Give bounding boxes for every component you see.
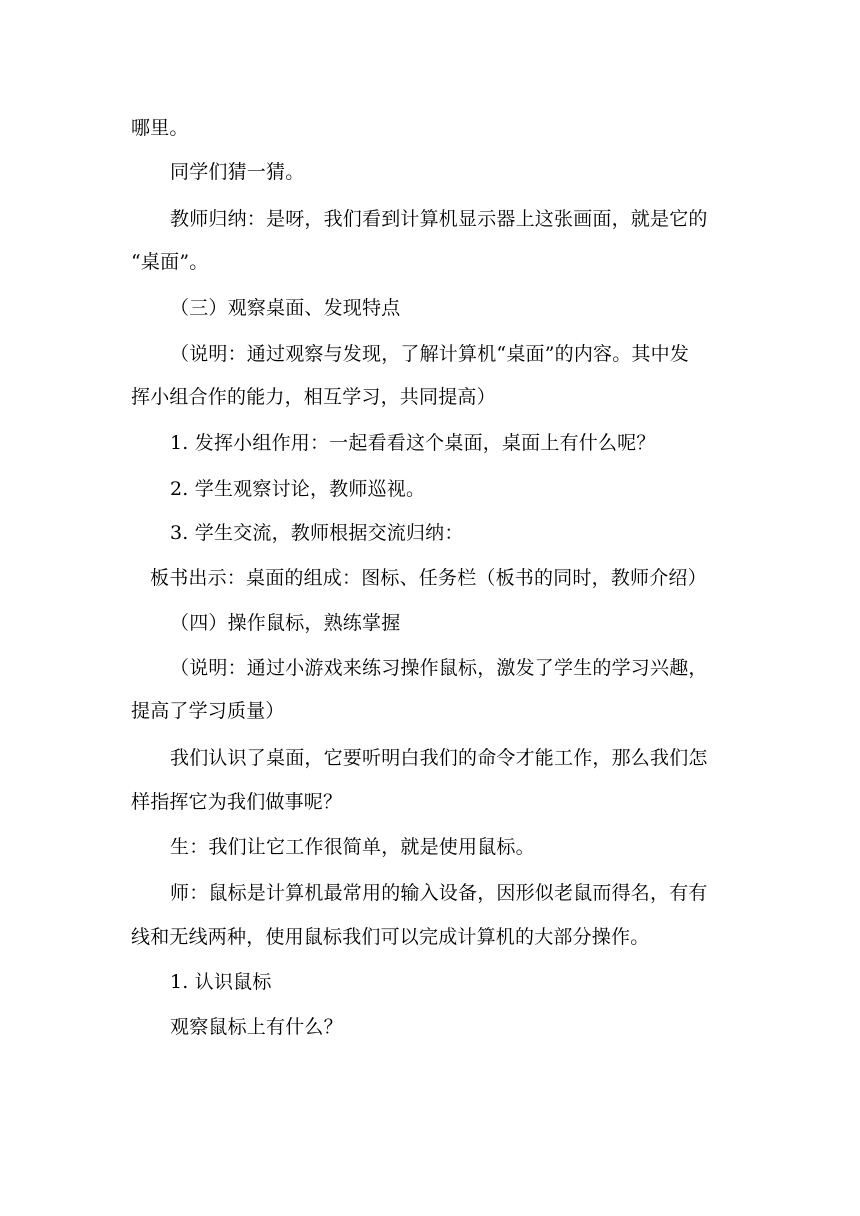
text-line: 教师归纳：是呀，我们看到计算机显示器上这张画面，就是它的 xyxy=(170,208,708,230)
text-line: 同学们猜一猜。 xyxy=(170,161,305,183)
text-line: 挥小组合作的能力，相互学习，共同提高） xyxy=(131,386,496,408)
section-heading: （四）操作鼠标，熟练掌握 xyxy=(170,612,401,634)
text-line: 提高了学习质量） xyxy=(131,700,285,722)
section-heading: （三）观察桌面、发现特点 xyxy=(170,297,401,319)
text-line: 样指挥它为我们做事呢？ xyxy=(131,791,343,813)
text-line: 我们认识了桌面，它要听明白我们的命令才能工作，那么我们怎 xyxy=(170,747,708,769)
text-line: 观察鼠标上有什么？ xyxy=(170,1016,343,1038)
text-line: 哪里。 xyxy=(131,117,189,139)
text-line: 板书出示：桌面的组成：图标、任务栏（板书的同时，教师介绍） xyxy=(150,567,707,589)
text-line: 师：鼠标是计算机最常用的输入设备，因形似老鼠而得名，有有 xyxy=(170,882,708,904)
list-item: 2. 学生观察讨论，教师巡视。 xyxy=(170,478,426,500)
list-item: 1. 发挥小组作用：一起看看这个桌面，桌面上有什么呢？ xyxy=(170,432,656,454)
text-line: （说明：通过小游戏来练习操作鼠标，激发了学生的学习兴趣， xyxy=(170,657,708,679)
text-line: “桌面”。 xyxy=(131,251,209,273)
list-item: 1. 认识鼠标 xyxy=(170,971,272,993)
text-line: 线和无线两种，使用鼠标我们可以完成计算机的大部分操作。 xyxy=(131,926,650,948)
text-line: （说明：通过观察与发现，了解计算机“桌面”的内容。其中发 xyxy=(170,343,690,365)
text-line: 生：我们让它工作很简单，就是使用鼠标。 xyxy=(170,836,535,858)
list-item: 3. 学生交流，教师根据交流归纳： xyxy=(170,522,464,544)
